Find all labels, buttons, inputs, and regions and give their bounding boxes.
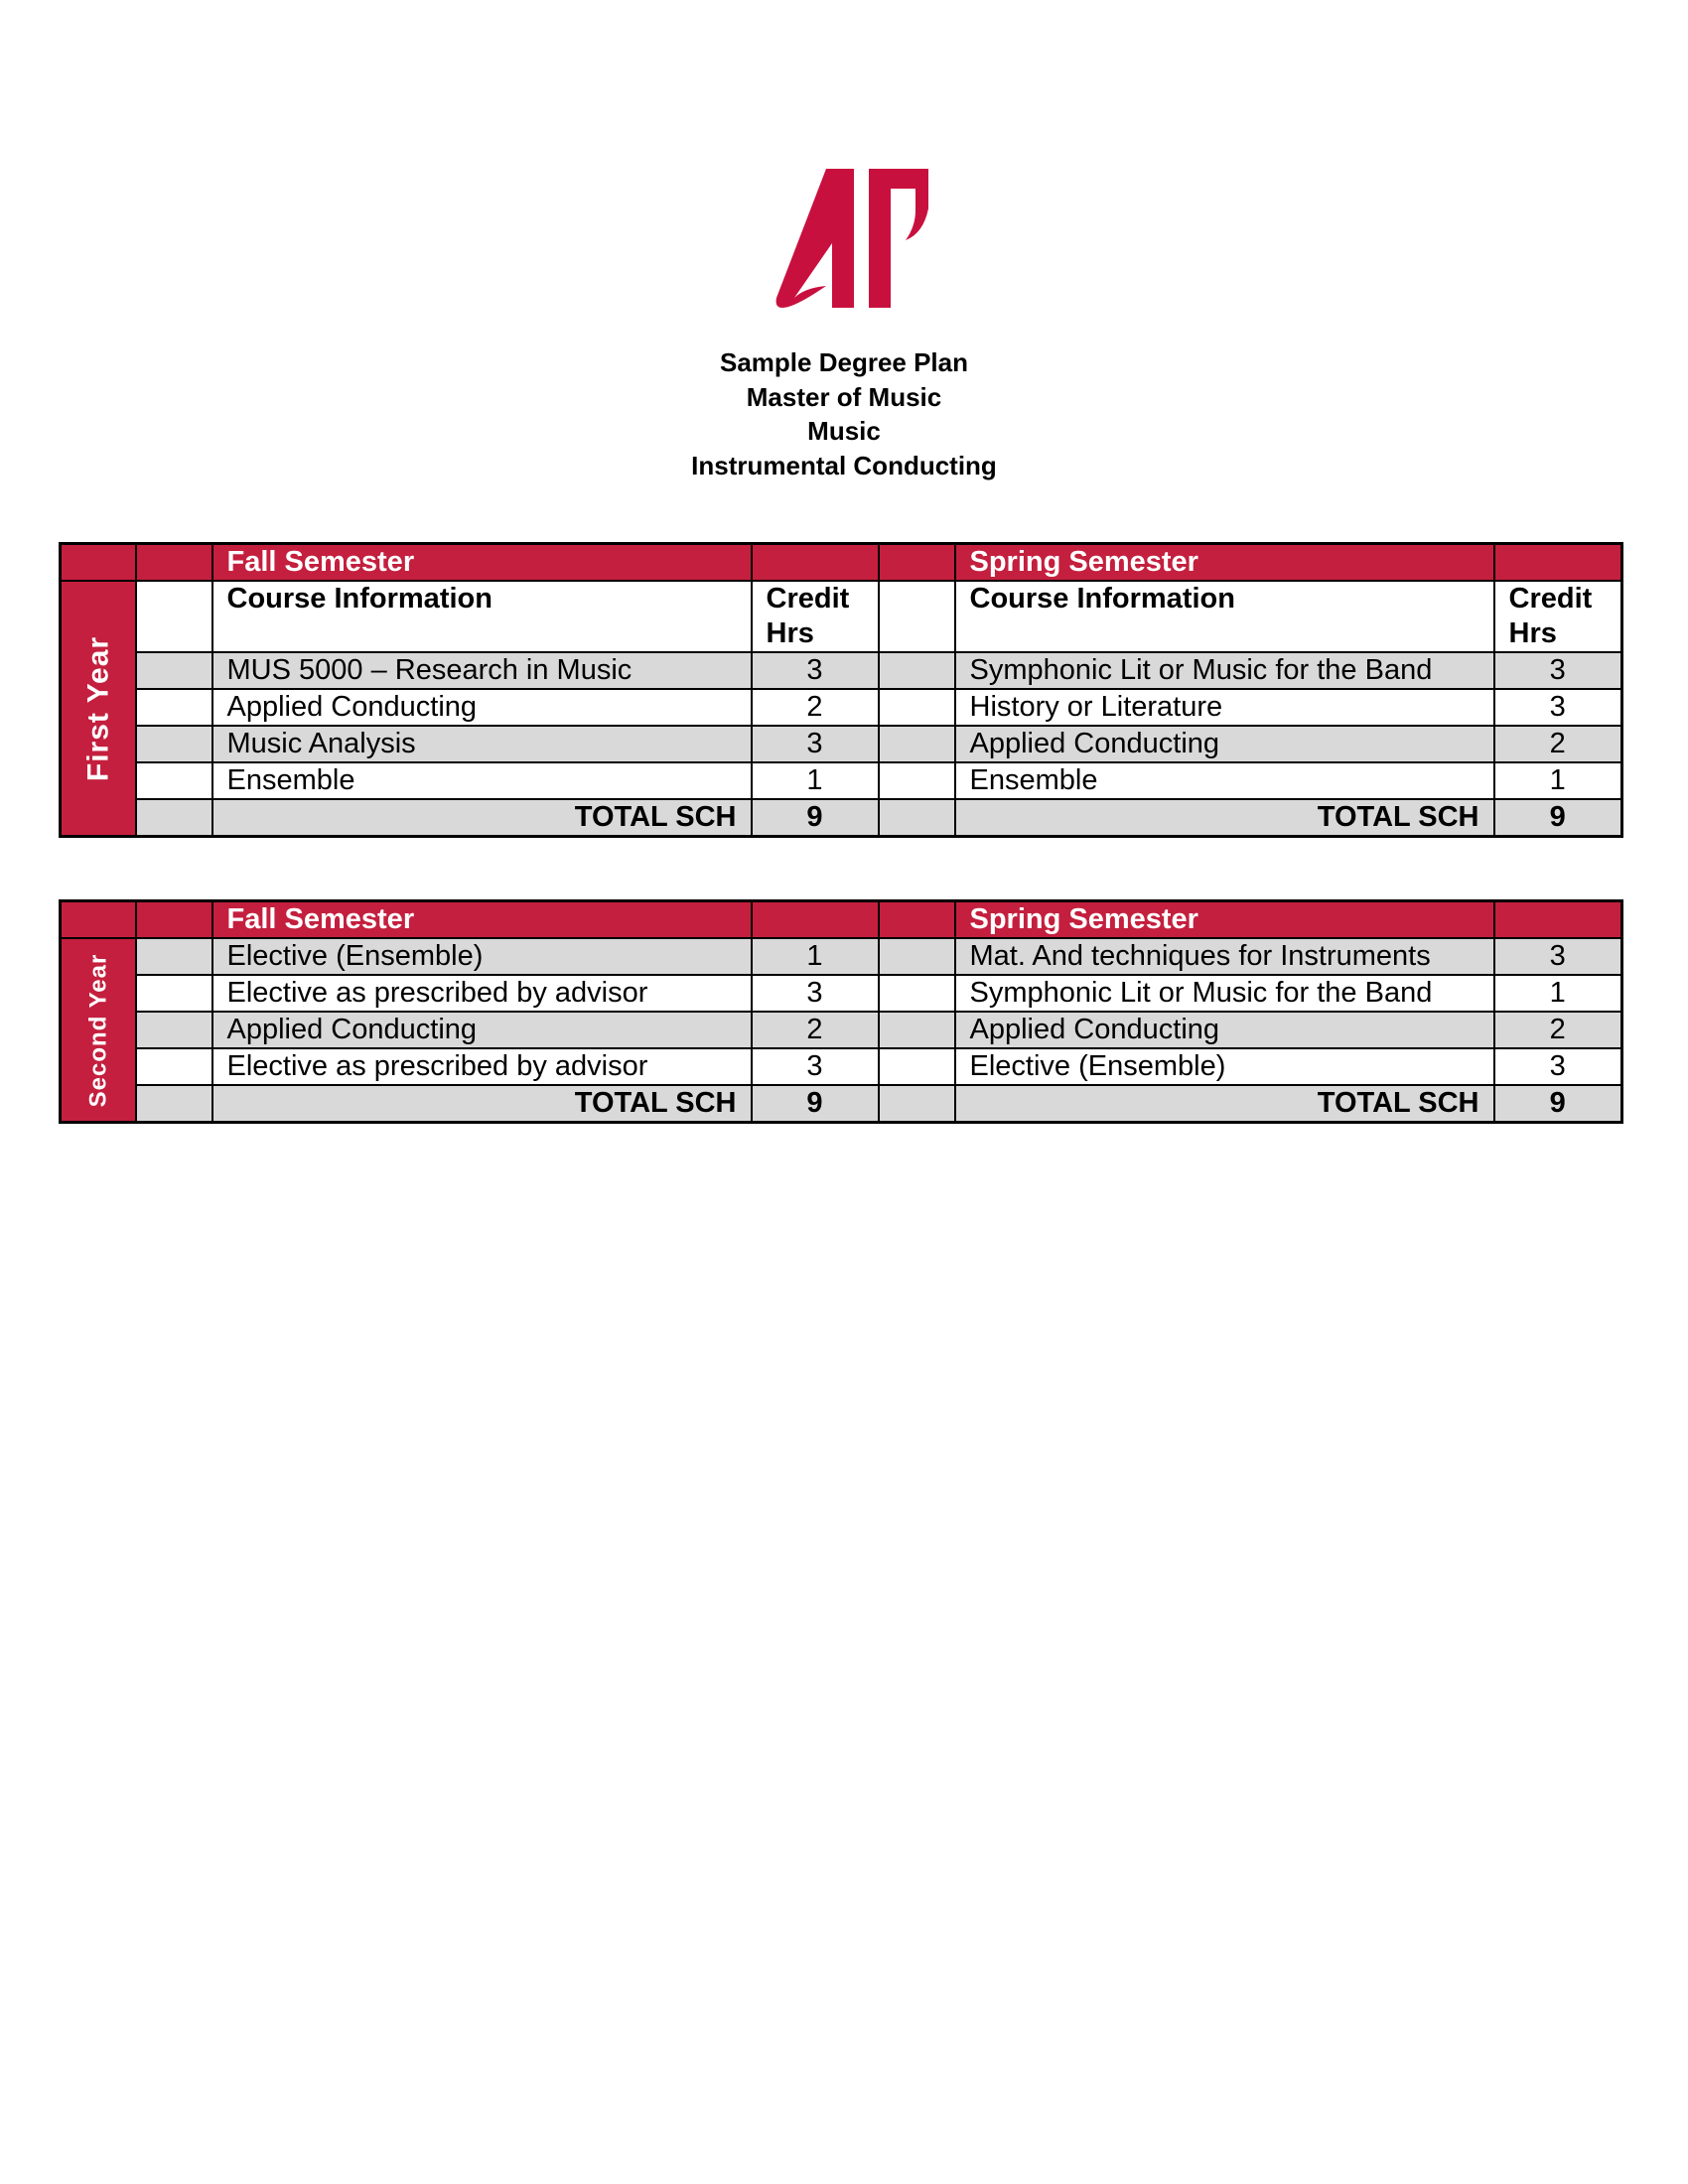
fall-credits: 3 — [752, 975, 879, 1012]
fall-total-value: 9 — [752, 799, 879, 837]
blank-cell — [879, 1048, 955, 1085]
fall-credits: 2 — [752, 689, 879, 726]
fall-credits: 1 — [752, 938, 879, 975]
title-line-concentration: Instrumental Conducting — [691, 450, 997, 480]
blank-cell — [136, 799, 212, 837]
spring-course: Symphonic Lit or Music for the Band — [955, 652, 1494, 689]
fall-credits: 3 — [752, 1048, 879, 1085]
table-row — [61, 726, 1622, 762]
spring-semester-header: Spring Semester — [955, 901, 1494, 939]
blank-cell — [136, 975, 212, 1012]
fall-course: MUS 5000 – Research in Music — [212, 652, 752, 689]
first-year-label: First Year — [81, 635, 115, 781]
blank-cell — [879, 1085, 955, 1123]
fall-semester-header: Fall Semester — [212, 901, 752, 939]
blank-cell — [879, 975, 955, 1012]
document-title — [0, 345, 1688, 482]
spring-credit-header-blank — [1494, 901, 1622, 939]
fall-course-info-header: Course Information — [212, 581, 752, 652]
blank-cell — [136, 652, 212, 689]
blank-cell — [136, 1048, 212, 1085]
fall-course: Elective (Ensemble) — [212, 938, 752, 975]
corner-cell — [61, 544, 136, 582]
spring-total-value: 9 — [1494, 1085, 1622, 1123]
spring-credits: 1 — [1494, 975, 1622, 1012]
blank-cell — [879, 762, 955, 799]
hrs-label: Hrs — [1508, 617, 1557, 649]
fall-course: Applied Conducting — [212, 1012, 752, 1048]
fall-course: Applied Conducting — [212, 689, 752, 726]
blank-cell — [879, 689, 955, 726]
spring-course: Applied Conducting — [955, 1012, 1494, 1048]
total-row — [61, 1085, 1622, 1123]
spring-total-value: 9 — [1494, 799, 1622, 837]
spring-credits: 3 — [1494, 652, 1622, 689]
spring-course: Applied Conducting — [955, 726, 1494, 762]
spring-semester-header: Spring Semester — [955, 544, 1494, 582]
spring-course: Elective (Ensemble) — [955, 1048, 1494, 1085]
title-line-degree: Master of Music — [746, 381, 942, 412]
table-row — [61, 652, 1622, 689]
fall-course: Music Analysis — [212, 726, 752, 762]
fall-semester-header: Fall Semester — [212, 544, 752, 582]
spring-credit-header-blank — [1494, 544, 1622, 582]
blank-header-cell — [136, 544, 212, 582]
spring-total-label: TOTAL SCH — [955, 799, 1494, 837]
spring-course: Mat. And techniques for Instruments — [955, 938, 1494, 975]
fall-credits: 3 — [752, 726, 879, 762]
fall-credits: 3 — [752, 652, 879, 689]
semester-header-row — [61, 544, 1622, 582]
first-year-table — [59, 542, 1623, 838]
spring-credits: 1 — [1494, 762, 1622, 799]
blank-cell — [879, 726, 955, 762]
year-label-cell — [61, 938, 136, 1123]
spring-course: Ensemble — [955, 762, 1494, 799]
spring-total-label: TOTAL SCH — [955, 1085, 1494, 1123]
year-label-cell — [61, 581, 136, 837]
blank-header-cell — [136, 901, 212, 939]
blank-header-cell — [879, 901, 955, 939]
table-row — [61, 975, 1622, 1012]
fall-credit-header-blank — [752, 544, 879, 582]
fall-total-label: TOTAL SCH — [212, 1085, 752, 1123]
blank-cell — [879, 1012, 955, 1048]
title-line-plan: Sample Degree Plan — [720, 347, 968, 377]
blank-cell — [879, 581, 955, 652]
hrs-label: Hrs — [766, 617, 814, 649]
blank-cell — [879, 799, 955, 837]
spring-credits: 2 — [1494, 1012, 1622, 1048]
second-year-table — [59, 899, 1623, 1124]
spring-course: Symphonic Lit or Music for the Band — [955, 975, 1494, 1012]
fall-credit-header-blank — [752, 901, 879, 939]
logo-letter-a — [776, 169, 854, 308]
blank-cell — [136, 938, 212, 975]
blank-cell — [879, 652, 955, 689]
spring-credits: 2 — [1494, 726, 1622, 762]
blank-cell — [136, 762, 212, 799]
blank-cell — [136, 689, 212, 726]
table-row — [61, 1048, 1622, 1085]
fall-credits: 2 — [752, 1012, 879, 1048]
blank-cell — [136, 581, 212, 652]
credit-label: Credit — [1508, 583, 1593, 614]
second-year-label: Second Year — [84, 953, 112, 1107]
credit-label: Credit — [766, 583, 850, 614]
fall-total-value: 9 — [752, 1085, 879, 1123]
spring-credits: 3 — [1494, 938, 1622, 975]
fall-credit-hrs-header — [752, 581, 879, 652]
fall-course: Ensemble — [212, 762, 752, 799]
spring-credits: 3 — [1494, 689, 1622, 726]
logo-letter-p — [869, 169, 928, 308]
spring-course: History or Literature — [955, 689, 1494, 726]
blank-cell — [136, 1085, 212, 1123]
corner-cell — [61, 901, 136, 939]
table-row — [61, 1012, 1622, 1048]
blank-cell — [136, 1012, 212, 1048]
table-row — [61, 938, 1622, 975]
blank-cell — [879, 938, 955, 975]
spring-course-info-header: Course Information — [955, 581, 1494, 652]
spring-credit-hrs-header — [1494, 581, 1622, 652]
spring-credits: 3 — [1494, 1048, 1622, 1085]
fall-credits: 1 — [752, 762, 879, 799]
table-row — [61, 689, 1622, 726]
semester-header-row — [61, 901, 1622, 939]
blank-header-cell — [879, 544, 955, 582]
fall-course: Elective as prescribed by advisor — [212, 975, 752, 1012]
university-logo — [755, 149, 933, 328]
table-row — [61, 762, 1622, 799]
fall-total-label: TOTAL SCH — [212, 799, 752, 837]
blank-cell — [136, 726, 212, 762]
total-row — [61, 799, 1622, 837]
column-header-row — [61, 581, 1622, 652]
title-line-department: Music — [807, 416, 881, 446]
fall-course: Elective as prescribed by advisor — [212, 1048, 752, 1085]
